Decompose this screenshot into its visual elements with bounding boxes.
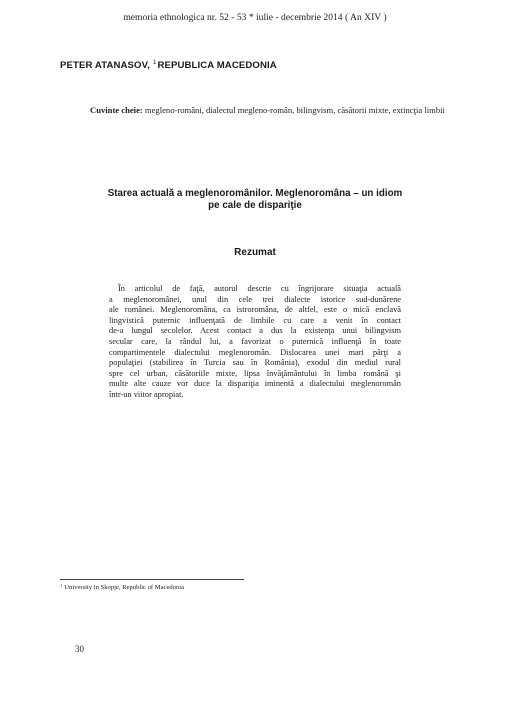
abstract-line: ale românei. Meglenoromâna, ca istroromâna, de altfel, este o mică enclavă [109,305,401,315]
abstract-line: de-a lungul secolelor. Acest contact a dus la existenţa unui bilingvism [109,326,401,336]
abstract-line: populaţiei (stabilirea în Turcia sau în România), exodul din mediul rural [109,358,401,368]
author-name: PETER ATANASOV, [60,60,150,71]
keywords-text: megleno-români, dialectul megleno-român, bilingvism, căsătorii mixte, extincţia limbii [144,105,445,115]
footnote-text: University in Skopje, Republic of Macedonia [64,584,185,591]
running-head: memoria ethnologica nr. 52 - 53 * iulie - decembrie 2014 ( An XIV ) [123,12,387,23]
abstract-line: compartimentele dialectului meglenoromân. Dislocarea unei mari părţi a [109,347,401,357]
abstract-line: a meglenoromânei, unul din cele trei dialecte istorice sud-dunărene [109,294,401,304]
author-line [60,60,460,71]
keywords-paragraph [60,105,452,116]
abstract-line: spre cel urban, căsătoriile mixte, lipsa învăţământului în limba română şi [109,368,401,378]
article-title-line-2: pe cale de dispariţie [208,200,302,211]
footnote-divider [60,579,244,580]
page-number: 30 [75,644,84,654]
abstract-line: secular care, la rândul lui, a favorizat o puternică influenţă în toate [109,336,401,346]
footnote-mark: 1 [60,583,63,588]
abstract-line: multe alte cauze vor duce la dispariţia iminentă a dialectului meglenoromân [109,379,401,389]
author-footnote-mark[interactable]: 1 [153,60,157,66]
author-affiliation: REPUBLICA MACEDONIA [157,60,277,71]
article-title [70,188,440,212]
abstract-line: într-un viitor apropiat. [109,389,184,399]
abstract-heading: Rezumat [234,247,276,258]
keywords-label: Cuvinte cheie: [90,105,143,115]
abstract-line: lingvistică puternic influenţată de limbile cu care a venit în contact [109,315,401,325]
abstract-line: În articolul de faţă, autorul descrie cu îngrijorare situaţia actuală [118,284,401,293]
abstract-paragraph [109,284,401,401]
article-title-line-1: Starea actuală a meglenoromânilor. Meglenoromâna – un idiom [107,188,403,199]
footnote [60,583,360,591]
